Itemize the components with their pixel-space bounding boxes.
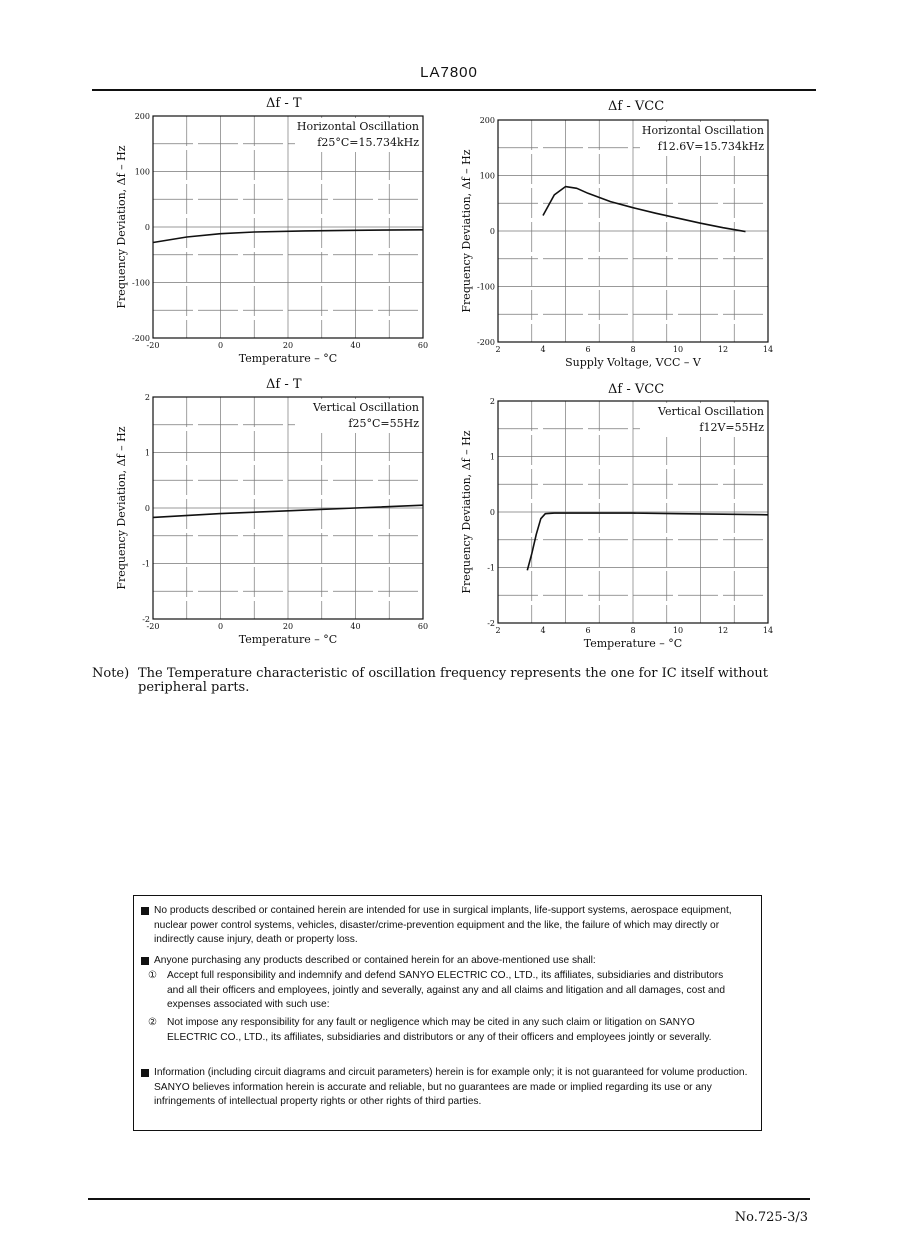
y-tick-label: -2 [487,619,495,628]
y-tick-label: -2 [142,615,150,624]
document-title: LA7800 [420,64,478,81]
circled-two-icon: ② [148,1017,158,1028]
chart-horizontal-supply-voltage [440,112,780,374]
y-tick-label: 0 [489,227,495,236]
disclaimer-subitem-1-text: Accept full responsibility and indemnify and defend SANYO ELECTRIC CO., LTD., its affiliates, subsidiaries and distributors and all their officers and employees, jointly and severally, against any and all claims and litigation and all damages, cost and expenses associated with such use: [167,970,725,1011]
y-tick-label: 2 [489,397,495,406]
x-tick-label: 12 [717,345,729,354]
y-tick-label: -100 [132,278,150,288]
disclaimer-item-2-text: Anyone purchasing any products described or contained herein for an above-mentioned use shall: [154,955,596,966]
chart-1-title: Δf - T [266,96,302,111]
x-tick-label: 12 [717,626,729,635]
x-tick-label: 40 [350,622,361,631]
y-tick-label: -200 [477,338,495,347]
y-axis-label: Frequency Deviation, Δf – Hz [460,149,473,313]
disclaimer-box [133,895,762,1131]
legend-line-1: Horizontal Oscillation [296,120,419,133]
y-tick-label: -100 [477,282,495,292]
y-tick-label: 0 [144,223,150,232]
note-lead: Note) [92,666,130,681]
x-tick-label: 10 [672,345,684,354]
x-tick-label: 0 [217,341,224,350]
x-axis-label: Temperature – °C [238,633,338,646]
x-tick-label: 4 [540,345,546,354]
chart-4-title: Δf - VCC [608,382,665,397]
legend-line-2: f12V=55Hz [699,421,764,434]
chart-vertical-supply-voltage [440,393,780,655]
series-line [543,187,746,232]
series-line [527,513,768,570]
x-axis-label: Temperature – °C [238,352,338,365]
y-axis-label: Frequency Deviation, Δf – Hz [460,430,473,594]
x-tick-label: 10 [672,626,684,635]
disclaimer-subitem-2 [148,1016,733,1045]
legend-line-2: f25°C=15.734kHz [317,136,419,149]
y-tick-label: 0 [489,508,495,517]
x-tick-label: 8 [630,345,636,354]
y-tick-label: 0 [144,504,150,513]
circled-one-icon: ① [148,970,158,981]
y-tick-label: 200 [134,112,150,121]
chart-2-title: Δf - VCC [608,99,665,114]
y-tick-label: -1 [142,559,150,569]
x-tick-label: 0 [217,622,224,631]
legend-line-1: Vertical Oscillation [313,401,419,414]
chart-3-title: Δf - T [266,377,302,392]
y-tick-label: 1 [144,448,150,458]
x-tick-label: 40 [350,341,361,350]
disclaimer-item-1 [154,904,754,948]
x-tick-label: 2 [495,626,501,635]
x-tick-label: 14 [762,345,774,354]
x-tick-label: 2 [495,345,501,354]
x-tick-label: 20 [282,622,294,631]
y-axis-label: Frequency Deviation, Δf – Hz [115,426,128,590]
square-bullet-icon [141,907,149,915]
disclaimer-item-1-text: No products described or contained herein are intended for use in surgical implants, life-support systems, aerospace equipment, nuclear power control systems, vehicles, disaster/crime-prevention equipment and the like, the failure of which may directly or indirectly cause injury, death or property loss. [154,905,732,946]
x-tick-label: -20 [146,341,160,350]
y-tick-label: -200 [132,334,150,343]
disclaimer-item-3-text: Information (including circuit diagrams and circuit parameters) herein is for example only; it is not guaranteed for volume production. SANYO believes information herein is accurate and reliable, but no guarantees are made or implied regarding its use or any infringements of intellectual property rights or other rights of third parties. [154,1067,748,1108]
chart-vertical-temperature [95,389,435,651]
y-tick-label: -1 [487,563,495,573]
y-tick-label: 100 [134,167,150,177]
x-tick-label: -20 [146,622,160,631]
y-tick-label: 2 [144,393,150,402]
disclaimer-item-2 [154,954,754,969]
x-tick-label: 6 [585,626,591,635]
y-axis-label: Frequency Deviation, Δf – Hz [115,145,128,309]
header-rule [92,89,816,91]
square-bullet-icon [141,1069,149,1077]
square-bullet-icon [141,957,149,965]
legend-line-2: f25°C=55Hz [348,417,419,430]
legend-line-1: Horizontal Oscillation [641,124,764,137]
x-tick-label: 60 [417,341,429,350]
disclaimer-item-3 [154,1066,754,1110]
y-tick-label: 200 [479,116,495,125]
document-number: No.725-3/3 [734,1210,808,1225]
x-axis-label: Temperature – °C [583,637,683,650]
disclaimer-subitem-2-text: Not impose any responsibility for any fault or negligence which may be cited in any such claim or litigation on SANYO ELECTRIC CO., LTD., its affiliates, subsidiaries and distributors or any of their officers and employees jointly or severally. [167,1017,712,1043]
y-tick-label: 1 [489,452,495,462]
note-text: The Temperature characteristic of oscillation frequency represents the one for IC itself without peripheral parts. [138,666,768,695]
x-tick-label: 60 [417,622,429,631]
disclaimer-subitem-1 [148,969,733,1013]
x-tick-label: 14 [762,626,774,635]
x-tick-label: 20 [282,341,294,350]
x-tick-label: 4 [540,626,546,635]
legend-line-1: Vertical Oscillation [658,405,764,418]
x-tick-label: 8 [630,626,636,635]
chart-horizontal-temperature [95,108,435,370]
legend-line-2: f12.6V=15.734kHz [657,140,764,153]
footer-rule [88,1198,810,1200]
x-axis-label: Supply Voltage, VCC – V [565,356,701,369]
x-tick-label: 6 [585,345,591,354]
y-tick-label: 100 [479,171,495,181]
